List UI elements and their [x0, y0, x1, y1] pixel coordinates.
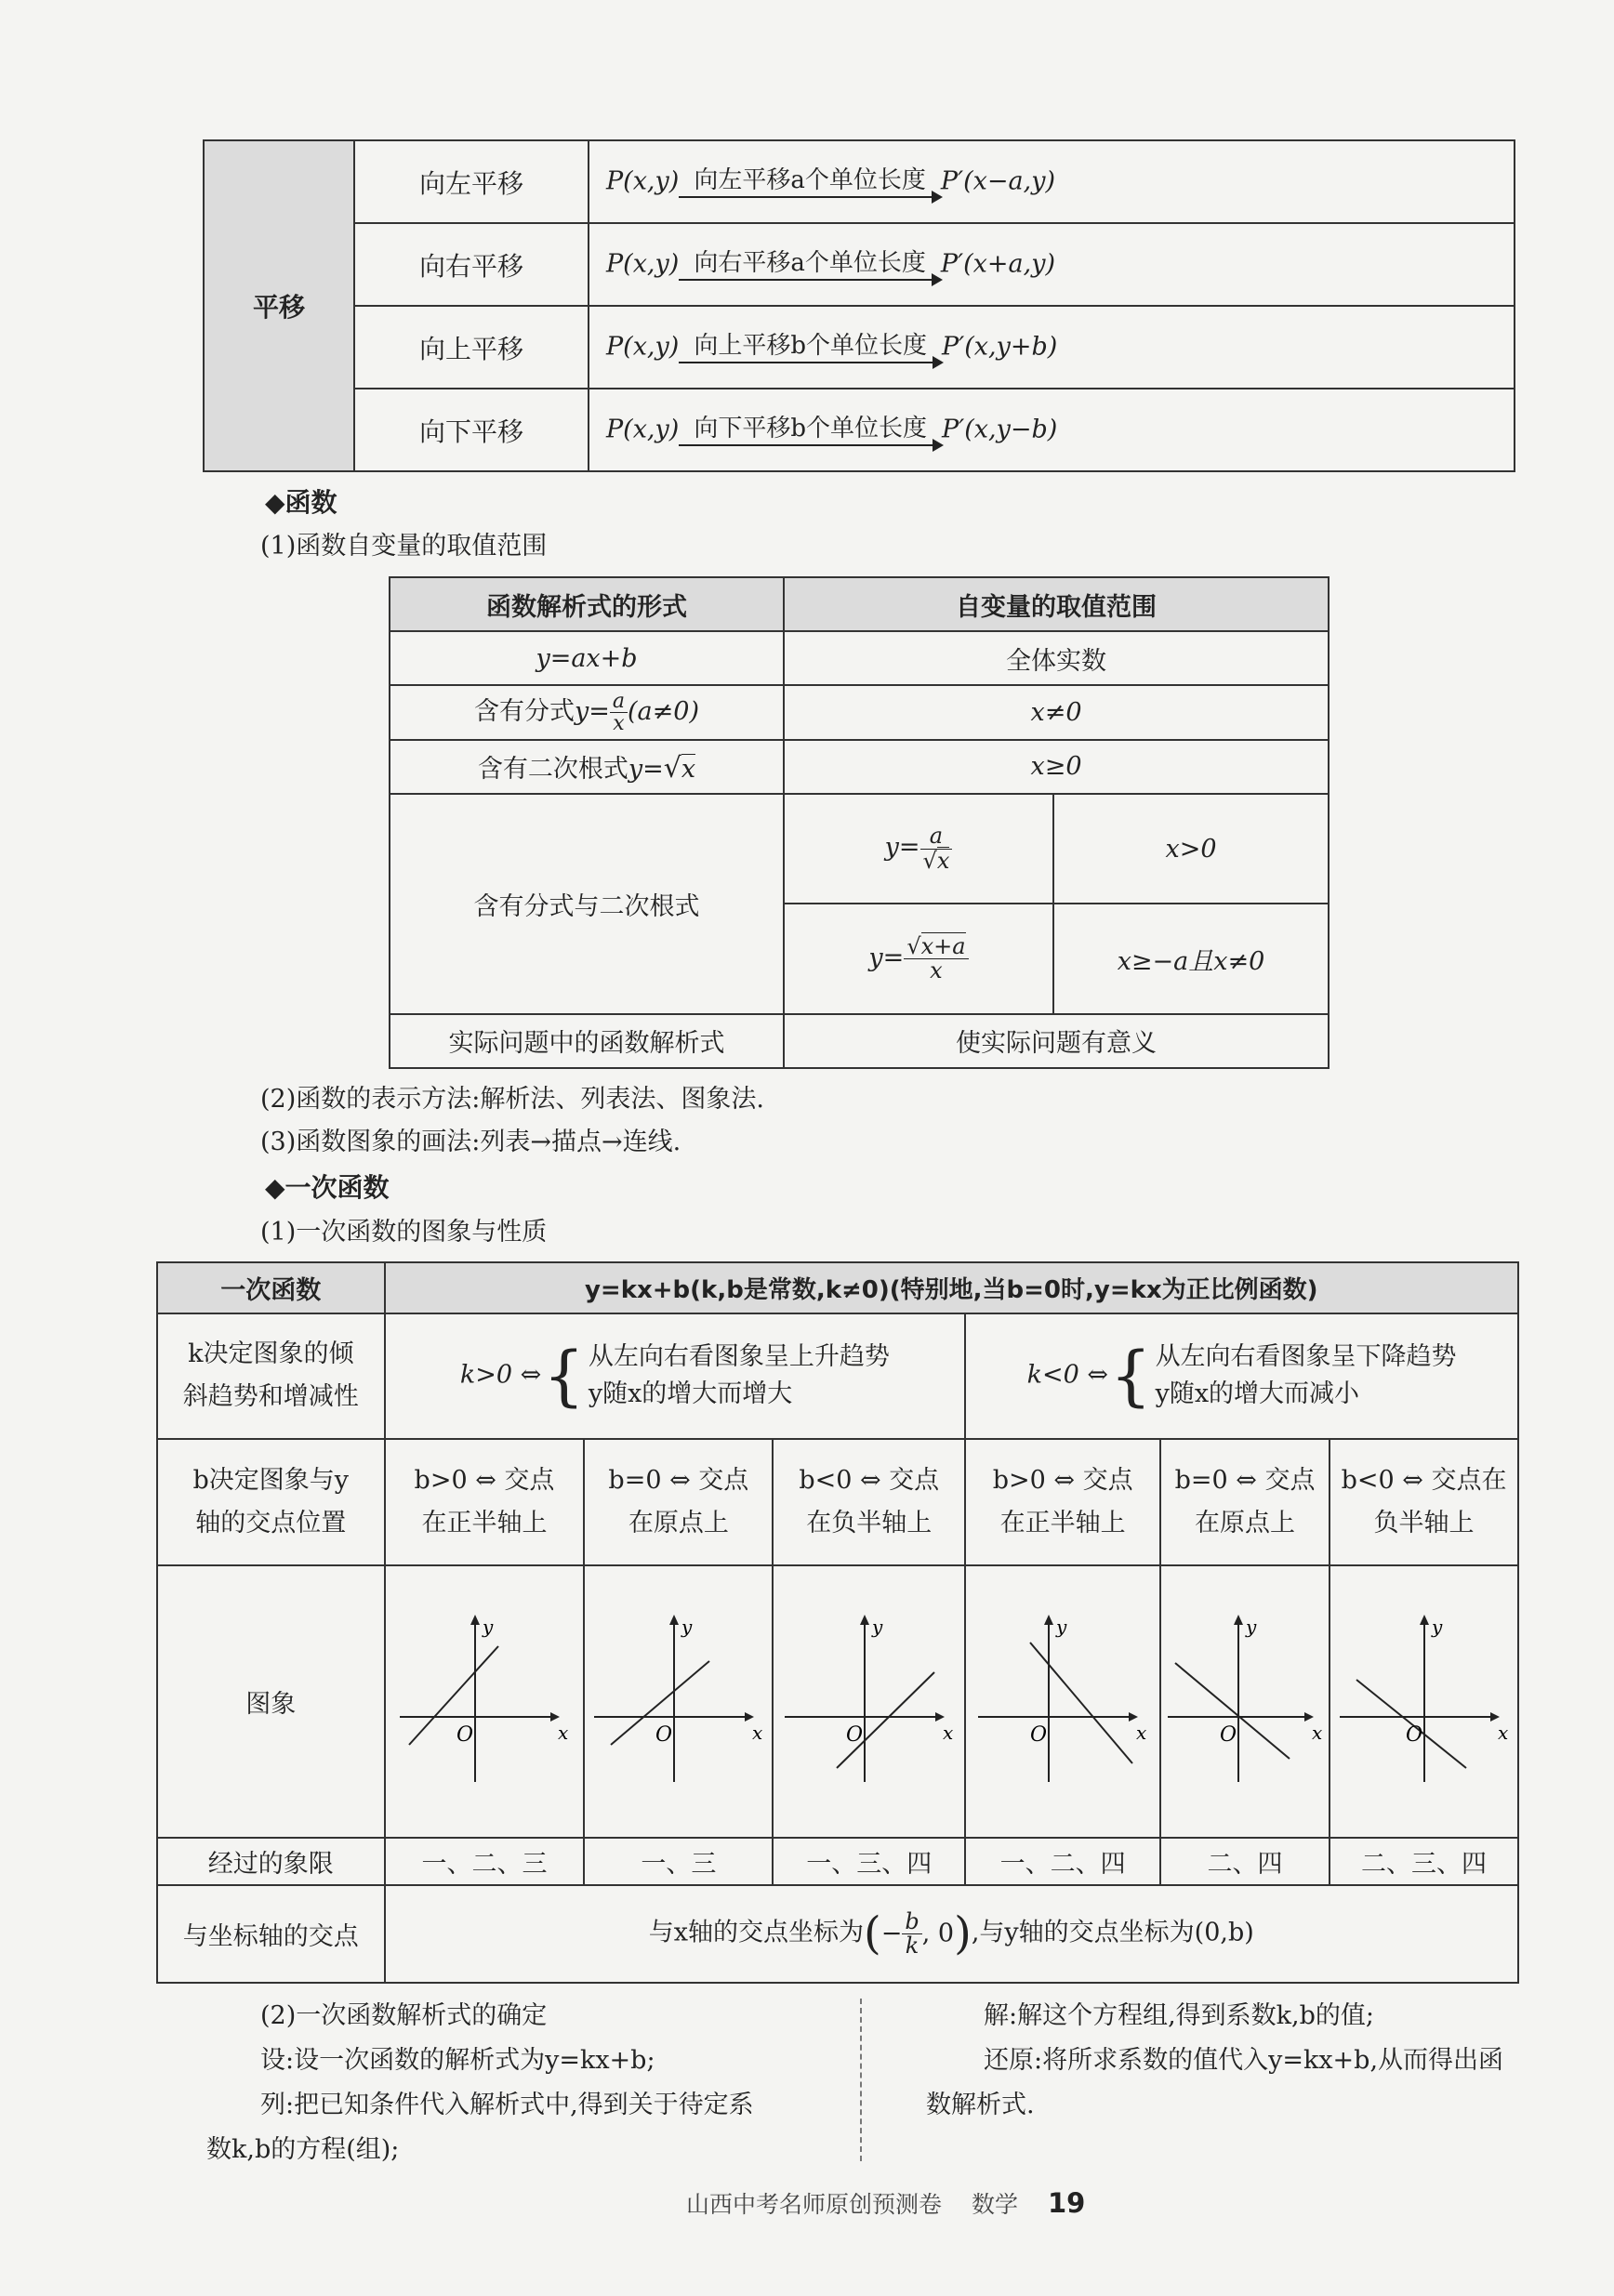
domain-range: x>0	[1053, 794, 1329, 904]
function-sub3: (3)函数图象的画法:列表→描点→连线.	[260, 1128, 681, 1156]
y-axis-label: y	[1056, 1616, 1067, 1639]
y-axis-arrow	[860, 1615, 869, 1625]
quadrant-cell: 二、四	[1160, 1838, 1330, 1885]
linear-heading: ◆一次函数	[265, 1172, 390, 1203]
translation-name: 向下平移	[354, 389, 589, 471]
domain-table	[389, 576, 1330, 1069]
translation-name: 向左平移	[354, 140, 589, 223]
right-line: 数解析式.	[926, 2091, 1035, 2119]
linear-graph-k-pos-b-zero	[590, 1605, 767, 1791]
translation-rule: P(x,y) 向上平移b个单位长度 P′(x,y+b)	[589, 306, 1515, 389]
linear-sub1: (1)一次函数的图象与性质	[260, 1218, 548, 1247]
domain-form-sub: y= $\frac{√x+a}{x}$	[784, 904, 1053, 1013]
x-axis-label: x	[557, 1722, 569, 1745]
x-axis-arrow	[745, 1712, 754, 1722]
left-line: 数k,b的方程(组);	[206, 2135, 400, 2164]
domain-form: 含有二次根式y=√x	[390, 740, 784, 794]
graph-cell	[965, 1565, 1160, 1838]
translation-name: 向右平移	[354, 223, 589, 306]
linear-function-table	[156, 1261, 1519, 1984]
x-axis-arrow	[1304, 1712, 1314, 1722]
linear-graph-k-pos-b-pos	[396, 1605, 573, 1791]
b-cell: b<0 ⇔ 交点 在负半轴上	[773, 1439, 965, 1565]
right-line: 还原:将所求系数的值代入y=kx+b,从而得出函	[984, 2046, 1504, 2075]
domain-range: 全体实数	[784, 631, 1329, 685]
domain-col1: 函数解析式的形式	[390, 577, 784, 631]
k-negative-cell: k<0 ⇔{ 从左向右看图象呈下降趋势 y随x的增大而减小	[965, 1313, 1518, 1439]
y-axis-arrow	[669, 1615, 679, 1625]
x-axis-arrow	[935, 1712, 945, 1722]
linear-graph-k-neg-b-zero	[1164, 1605, 1327, 1791]
graph-cell	[584, 1565, 773, 1838]
page-number: 19	[1047, 2187, 1086, 2219]
x-axis-arrow	[1490, 1712, 1500, 1722]
linear-graph-k-neg-b-neg	[1336, 1605, 1513, 1791]
k-positive-cell: k>0 ⇔{ 从左向右看图象呈上升趋势 y随x的增大而增大	[385, 1313, 966, 1439]
b-cell: b>0 ⇔ 交点 在正半轴上	[385, 1439, 585, 1565]
y-axis-arrow	[470, 1615, 480, 1625]
quadrant-cell: 一、三、四	[773, 1838, 965, 1885]
domain-range: x≠0	[784, 685, 1329, 739]
function-line	[409, 1646, 498, 1748]
y-axis-arrow	[1044, 1615, 1053, 1625]
origin-label: O	[845, 1723, 863, 1748]
domain-range: 使实际问题有意义	[784, 1014, 1329, 1068]
intersect-label: 与坐标轴的交点	[157, 1885, 385, 1983]
linear-graph-k-neg-b-pos	[974, 1605, 1151, 1791]
y-axis-arrow	[1234, 1615, 1243, 1625]
footer	[686, 2186, 1085, 2220]
y-axis-label: y	[871, 1616, 883, 1639]
left-line: 列:把已知条件代入解析式中,得到关于待定系	[260, 2091, 754, 2119]
linear-sub2: (2)一次函数解析式的确定	[260, 2001, 548, 2030]
right-line: 解:解这个方程组,得到系数k,b的值;	[984, 2001, 1375, 2030]
quadrant-cell: 二、三、四	[1330, 1838, 1518, 1885]
y-axis-label: y	[482, 1616, 494, 1639]
translation-category: 平移	[204, 140, 354, 471]
graph-cell	[1330, 1565, 1518, 1838]
domain-range: x≥−a且x≠0	[1053, 904, 1329, 1013]
y-axis-label: y	[1245, 1616, 1256, 1639]
left-line: 设:设一次函数的解析式为y=kx+b;	[260, 2046, 655, 2075]
x-axis-label: x	[1136, 1722, 1147, 1745]
quadrant-label: 经过的象限	[157, 1838, 385, 1885]
x-axis-arrow	[550, 1712, 560, 1722]
graph-cell	[773, 1565, 965, 1838]
b-cell: b=0 ⇔ 交点 在原点上	[1160, 1439, 1330, 1565]
footer-book: 山西中考名师原创预测卷	[686, 2191, 943, 2218]
domain-form: 含有分式y= $\frac{a}{x}$ (a≠0)	[390, 685, 784, 739]
y-axis-label: y	[1431, 1616, 1442, 1639]
b-cell: b<0 ⇔ 交点在 负半轴上	[1330, 1439, 1518, 1565]
domain-form: y=ax+b	[390, 631, 784, 685]
function-sub2: (2)函数的表示方法:解析法、列表法、图象法.	[260, 1085, 764, 1114]
domain-form-sub: y= $\frac{a}{√x}$	[784, 794, 1053, 904]
x-axis-arrow	[1129, 1712, 1138, 1722]
y-axis-arrow	[1420, 1615, 1429, 1625]
domain-range: x≥0	[784, 740, 1329, 794]
x-axis-label: x	[942, 1722, 954, 1745]
translation-table	[203, 139, 1515, 472]
translation-rule: P(x,y) 向右平移a个单位长度 P′(x+a,y)	[589, 223, 1515, 306]
b-cell: b>0 ⇔ 交点 在正半轴上	[965, 1439, 1160, 1565]
domain-col2: 自变量的取值范围	[784, 577, 1329, 631]
function-line	[837, 1672, 934, 1768]
graph-cell	[385, 1565, 585, 1838]
x-axis-label: x	[1497, 1722, 1508, 1745]
y-axis-label: y	[681, 1616, 693, 1639]
linear-head-left: 一次函数	[157, 1262, 385, 1313]
translation-rule: P(x,y) 向下平移b个单位长度 P′(x,y−b)	[589, 389, 1515, 471]
quadrant-cell: 一、三	[584, 1838, 773, 1885]
footer-subject: 数学	[971, 2191, 1018, 2218]
function-heading: ◆函数	[265, 487, 337, 518]
translation-name: 向上平移	[354, 306, 589, 389]
graph-cell	[1160, 1565, 1330, 1838]
function-sub1: (1)函数自变量的取值范围	[260, 532, 548, 561]
x-axis-label: x	[751, 1722, 763, 1745]
translation-rule: P(x,y) 向左平移a个单位长度 P′(x−a,y)	[589, 140, 1515, 223]
domain-form: 实际问题中的函数解析式	[390, 1014, 784, 1068]
x-axis-label: x	[1311, 1722, 1322, 1745]
linear-graph-k-pos-b-neg	[781, 1605, 958, 1791]
domain-form: 含有分式与二次根式	[390, 794, 784, 1014]
origin-label: O	[1405, 1723, 1422, 1748]
linear-head-right: y=kx+b(k,b是常数,k≠0)(特别地,当b=0时,y=kx为正比例函数)	[385, 1262, 1518, 1313]
graph-label: 图象	[157, 1565, 385, 1838]
origin-label: O	[456, 1723, 474, 1748]
origin-label: O	[655, 1723, 672, 1748]
b-cell: b=0 ⇔ 交点 在原点上	[584, 1439, 773, 1565]
quadrant-cell: 一、二、三	[385, 1838, 585, 1885]
column-divider	[860, 1999, 862, 2161]
b-label: b决定图象与y 轴的交点位置	[157, 1439, 385, 1565]
quadrant-cell: 一、二、四	[965, 1838, 1160, 1885]
origin-label: O	[1030, 1723, 1048, 1748]
k-label: k决定图象的倾 斜趋势和增减性	[157, 1313, 385, 1439]
intersect-cell: 与x轴的交点坐标为(− $\frac{b}{k}$ , 0),与y轴的交点坐标为(0,b)	[385, 1885, 1518, 1983]
origin-label: O	[1219, 1723, 1237, 1748]
